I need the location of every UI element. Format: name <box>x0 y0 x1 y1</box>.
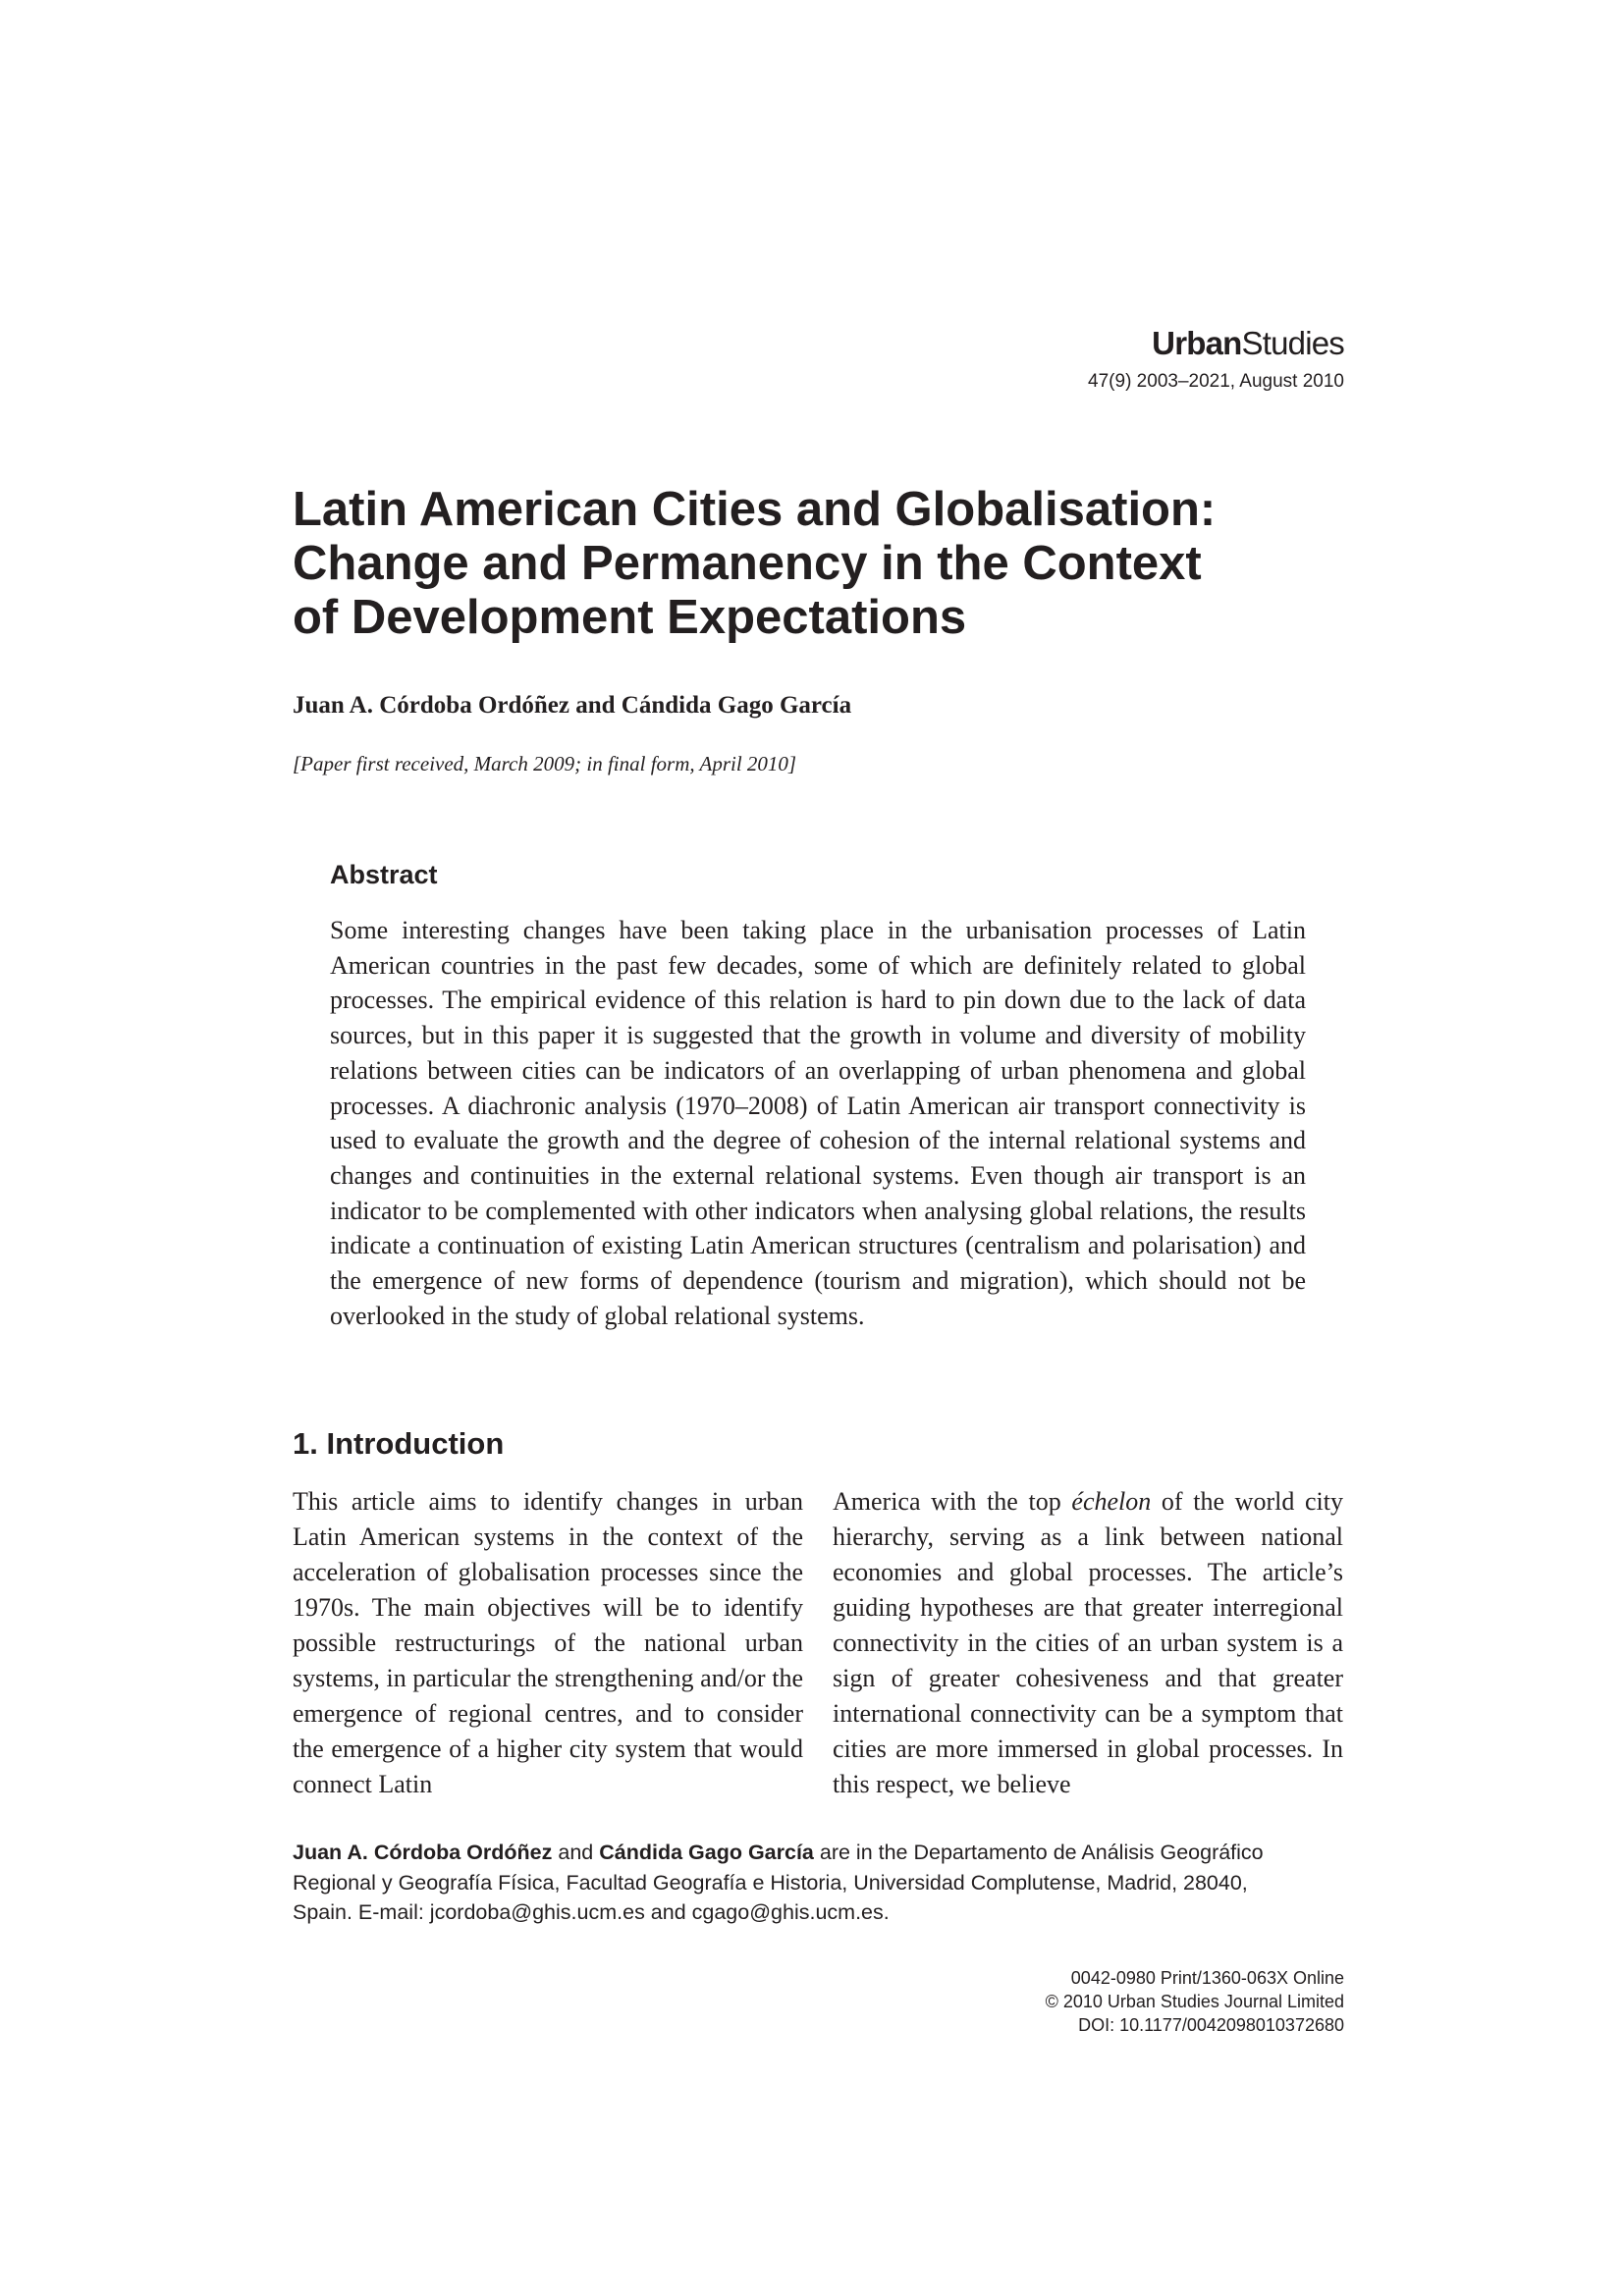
received-dates: [Paper first received, March 2009; in final form, April 2010] <box>293 752 797 775</box>
doi: DOI: 10.1177/0042098010372680 <box>1078 2015 1344 2035</box>
intro-left-column: This article aims to identify changes in urban Latin American systems in the context of the acceleration of globalisation processes since the 1970s. The main objectives will be to identify possible restructurings of the national urban systems, in particular the strengthening and/or the emergence of regional centres, and to consider the emergence of a higher city system that would connect Latin <box>293 1487 803 1798</box>
intro-right-text-end: of the world city hierarchy, serving as a link between national economies and global processes. The article’s guiding hypotheses are that greater interregional connectivity in the cities of an urban system is a sign of greater cohesiveness and that greater international connectivity can be a symptom that cities are more immersed in global processes. In this respect, we believe <box>833 1487 1343 1798</box>
affiliation-line-2: Regional y Geografía Física, Facultad Geografía e Historia, Universidad Complutense, Madrid, 28040, <box>293 1870 1248 1895</box>
affiliation-author-1: Juan A. Córdoba Ordóñez <box>293 1841 553 1864</box>
publication-info <box>1046 1966 1344 2037</box>
affiliation-and: and <box>558 1841 594 1864</box>
intro-right-column <box>833 1484 1343 1802</box>
paper-title <box>293 483 1353 645</box>
affiliation-line-1 <box>293 1838 1345 1868</box>
copyright: © 2010 Urban Studies Journal Limited <box>1045 1992 1344 2011</box>
affiliation-line-3: Spain. E-mail: jcordoba@ghis.ucm.es and cgago@ghis.ucm.es. <box>293 1900 890 1924</box>
affiliation-author-2: Cándida Gago García <box>599 1841 814 1864</box>
title-line: Latin American Cities and Globalisation: <box>293 483 1217 536</box>
issn: 0042-0980 Print/1360-063X Online <box>1070 1968 1344 1988</box>
intro-italic-term: échelon <box>1071 1487 1152 1516</box>
journal-citation: 47(9) 2003–2021, August 2010 <box>1088 371 1344 392</box>
section-heading-introduction: 1. Introduction <box>293 1426 505 1461</box>
title-line: Change and Permanency in the Context <box>293 537 1202 590</box>
journal-logo-bold: Urban <box>1152 325 1242 361</box>
abstract-heading: Abstract <box>330 860 438 889</box>
intro-right-text-start: America with the top <box>833 1487 1072 1516</box>
paper-authors: Juan A. Córdoba Ordóñez and Cándida Gago García <box>293 692 852 719</box>
affiliation-line-1-rest: are in the Departamento de Análisis Geográfico <box>819 1841 1264 1864</box>
author-affiliation <box>293 1838 1345 1928</box>
journal-logo-regular: Studies <box>1241 325 1344 361</box>
journal-logo <box>1152 327 1344 359</box>
title-line: of Development Expectations <box>293 591 967 644</box>
abstract-text: Some interesting changes have been taking place in the urbanisation processes of Latin American countries in the past few decades, some of which are definitely related to global processes. The empirical evidence of this relation is hard to pin down due to the lack of data sources, but in this paper it is suggested that the growth in volume and diversity of mobility relations between cities can be indicators of an overlapping of urban phenomena and global processes. A diachronic analysis (1970–2008) of Latin American air transport connectivity is used to evaluate the growth and the degree of cohesion of the internal relational systems and changes and continuities in the external relational systems. Even though air transport is an indicator to be complemented with other indicators when analysing global relations, the results indicate a continuation of existing Latin American structures (centralism and polarisation) and the emergence of new forms of dependence (tourism and migration), which should not be overlooked in the study of global relational systems. <box>330 916 1306 1330</box>
